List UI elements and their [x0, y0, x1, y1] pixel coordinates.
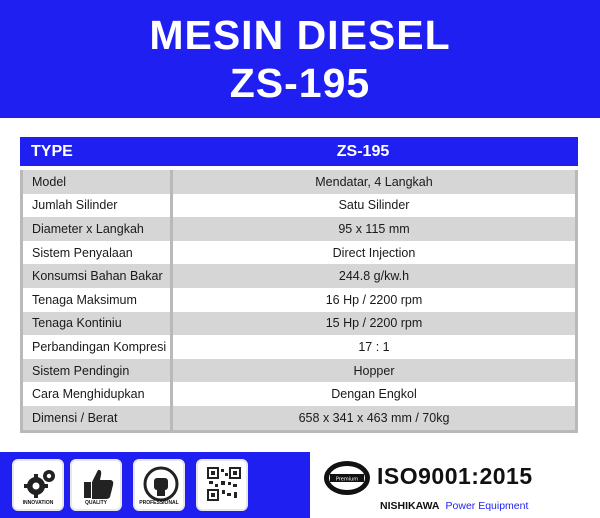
spec-table-header	[20, 137, 578, 166]
header-key: TYPE	[31, 142, 73, 160]
best-product-seal-icon	[322, 459, 372, 497]
spec-key: Model	[23, 170, 173, 194]
spec-value: 95 x 115 mm	[338, 221, 410, 236]
spec-row	[23, 264, 575, 288]
spec-value: 17 : 1	[358, 339, 390, 354]
spec-value: 16 Hp / 2200 rpm	[325, 292, 423, 307]
fist-icon	[143, 466, 179, 502]
header-value: ZS-195	[336, 142, 390, 160]
header-banner	[0, 0, 600, 118]
innovation-badge	[12, 459, 64, 511]
spec-key: Jumlah Silinder	[23, 194, 173, 218]
spec-key: Perbandingan Kompresi	[23, 335, 173, 359]
spec-key: Konsumsi Bahan Bakar	[23, 264, 173, 288]
title-line-1: MESIN DIESEL	[149, 12, 451, 58]
spec-row	[23, 406, 575, 430]
spec-key: Sistem Penyalaan	[23, 241, 173, 265]
qr-code-icon	[206, 466, 242, 502]
spec-value: Dengan Engkol	[331, 387, 417, 402]
gears-icon	[22, 466, 58, 502]
spec-key: Dimensi / Berat	[23, 406, 173, 430]
spec-value: 15 Hp / 2200 rpm	[325, 316, 423, 331]
spec-key: Tenaga Kontiniu	[23, 312, 173, 336]
qr-badge	[196, 459, 248, 511]
spec-row	[23, 312, 575, 336]
spec-value: Satu Silinder	[338, 198, 410, 213]
spec-table	[20, 137, 578, 433]
spec-value: 244.8 g/kw.h	[338, 269, 410, 284]
spec-value: 658 x 341 x 463 mm / 70kg	[298, 410, 450, 425]
svg-text:Premium: Premium	[335, 476, 359, 483]
spec-row	[23, 170, 575, 194]
spec-row	[23, 335, 575, 359]
iso-certification: ISO9001:2015	[377, 463, 533, 489]
badge-label: QUALITY	[85, 500, 107, 506]
spec-row	[23, 241, 575, 265]
brand-name: NISHIKAWA	[380, 500, 440, 512]
spec-key: Cara Menghidupkan	[23, 382, 173, 406]
title-line-2: ZS-195	[229, 60, 371, 106]
spec-row	[23, 359, 575, 383]
brand-tagline: Power Equipment	[445, 500, 529, 512]
badge-label: INNOVATION	[22, 500, 54, 506]
spec-rows	[20, 170, 578, 433]
spec-value: Hopper	[353, 363, 395, 378]
quality-badge	[70, 459, 122, 511]
spec-key: Tenaga Maksimum	[23, 288, 173, 312]
brand-line	[380, 500, 528, 512]
spec-row	[23, 217, 575, 241]
thumbs-up-icon	[80, 466, 116, 502]
spec-key: Sistem Pendingin	[23, 359, 173, 383]
spec-value: Direct Injection	[332, 245, 416, 260]
spec-value: Mendatar, 4 Langkah	[315, 174, 433, 189]
spec-row	[23, 288, 575, 312]
spec-row	[23, 382, 575, 406]
spec-key: Diameter x Langkah	[23, 217, 173, 241]
spec-row	[23, 194, 575, 218]
professional-badge	[133, 459, 185, 511]
badge-label: PROFESSIONAL	[139, 500, 179, 506]
